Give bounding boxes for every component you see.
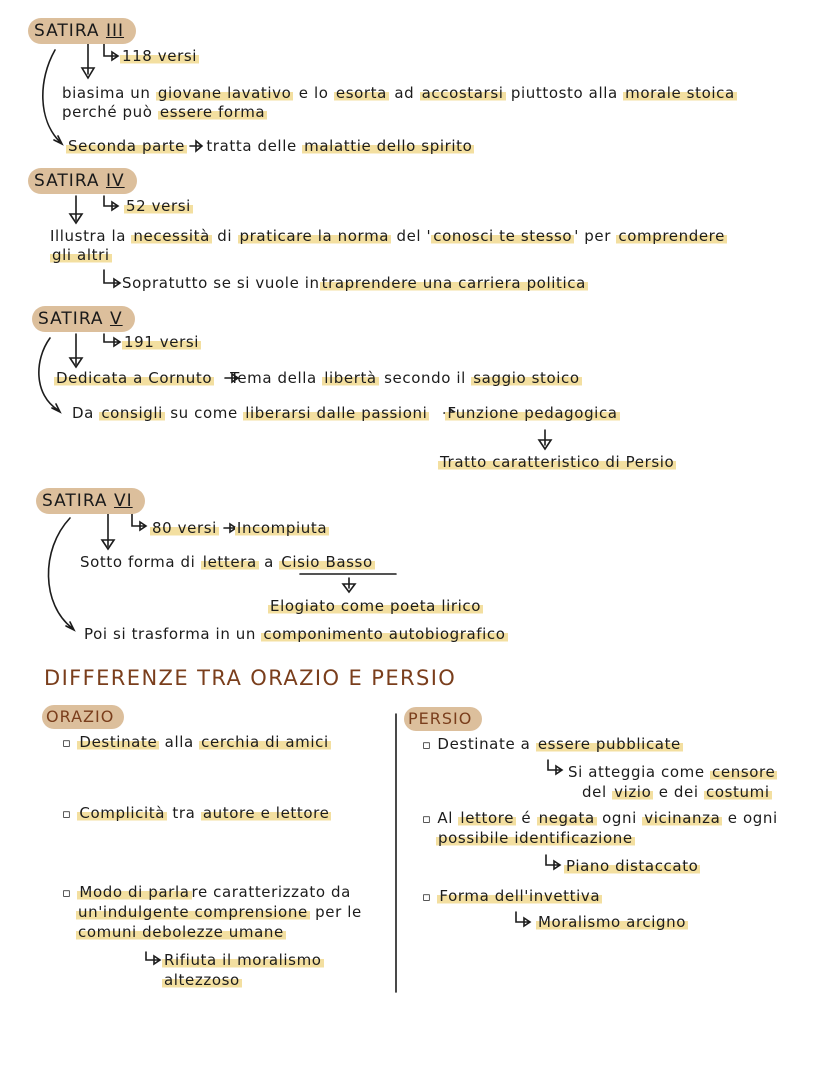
satira-label: SATIRA: [34, 21, 100, 41]
satira-6-poi: [84, 625, 508, 644]
satira-4-heading: [28, 168, 137, 194]
text-segment: cerchia di amici: [201, 733, 329, 751]
satira-3-versi: [120, 47, 199, 66]
satira-5-tratto: [438, 453, 676, 472]
text-segment: componimento autobiografico: [263, 625, 506, 643]
text-segment: Sotto forma di: [80, 553, 201, 571]
text-segment: giovane lavativo: [157, 84, 292, 102]
satira-5-versi: [122, 333, 201, 352]
text-segment: 52 versi: [126, 197, 191, 215]
text-segment: malattie dello spirito: [304, 137, 473, 155]
satira-5-consigli: [72, 404, 620, 423]
text-segment: Tema della: [230, 369, 323, 387]
versi-count: 118 versi: [122, 47, 198, 65]
satira-3-heading: [28, 18, 136, 44]
satira-4-desc-line2: [50, 246, 112, 265]
text-segment: vicinanza: [644, 809, 721, 827]
text-segment: altezzoso: [164, 971, 240, 989]
satira-label: SATIRA: [38, 309, 104, 329]
text-segment: Forma dell'invettiva: [439, 887, 601, 905]
orazio-point-2: [62, 804, 331, 824]
text-segment: Complicità: [79, 804, 166, 822]
text-segment: a: [258, 553, 280, 571]
text-segment: piuttosto alla: [505, 84, 624, 102]
satira-3-second-part: [66, 137, 474, 156]
text-segment: 80 versi: [152, 519, 217, 537]
text-segment: accostarsi: [421, 84, 504, 102]
orazio-heading: ORAZIO: [42, 705, 124, 729]
text-segment: alla: [159, 733, 200, 751]
text-segment: per le: [309, 903, 362, 921]
text-segment: negata: [538, 809, 595, 827]
text-segment: Seconda parte: [68, 137, 185, 155]
satira-roman: IV: [105, 171, 125, 191]
satira-6-elogiato: [268, 597, 483, 616]
text-segment: lettore: [460, 809, 515, 827]
text-segment: possibile identificazione: [438, 829, 633, 847]
text-segment: essere pubblicate: [537, 735, 681, 753]
text-segment: Sopratutto se si vuole in: [122, 274, 320, 292]
text-segment: Rifiuta il moralismo: [164, 951, 322, 969]
orazio-point-3: [62, 883, 351, 903]
persio-point-1-note-line2: [582, 783, 772, 802]
orazio-point-3-note-line1: [162, 951, 324, 970]
text-segment: consigli: [101, 404, 163, 422]
satira-4-note: [122, 274, 588, 293]
text-segment: re caratterizzato da: [191, 883, 351, 901]
text-segment: libertà: [324, 369, 377, 387]
text-segment: e lo: [293, 84, 334, 102]
text-segment: Cisio Basso: [281, 553, 373, 571]
text-segment: morale stoica: [625, 84, 735, 102]
text-segment: é: [516, 809, 537, 827]
orazio-point-1: [62, 733, 331, 753]
text-segment: ogni: [596, 809, 643, 827]
text-segment: lettera: [202, 553, 257, 571]
satira-6-heading: [36, 488, 145, 514]
satira-roman: III: [105, 21, 125, 41]
text-segment: Funzione pedagogica: [447, 404, 618, 422]
text-segment: Illustra la: [50, 227, 132, 245]
satira-4-desc-line1: [50, 227, 727, 246]
text-segment: Si atteggia come: [568, 763, 711, 781]
satira-6-sotto-forma: [80, 553, 375, 572]
text-segment: Al: [437, 809, 459, 827]
satira-roman: VI: [113, 491, 133, 511]
text-segment: liberarsi dalle passioni: [245, 404, 428, 422]
text-segment: Poi si trasforma in un: [84, 625, 262, 643]
text-segment: Modo di parla: [79, 883, 190, 901]
text-segment: esorta: [335, 84, 387, 102]
orazio-point-3-line2: [76, 903, 362, 922]
orazio-point-3-line3: [76, 923, 286, 942]
text-segment: traprendere una carriera politica: [321, 274, 586, 292]
text-segment: gli altri: [52, 246, 110, 264]
persio-point-3: [422, 887, 602, 907]
text-segment: un'indulgente comprensione: [78, 903, 308, 921]
persio-point-3-note: [536, 913, 688, 932]
text-segment: autore e lettore: [202, 804, 330, 822]
text-segment: 191 versi: [124, 333, 200, 351]
persio-point-2-note: [564, 857, 700, 876]
satira-3-desc-line2: [62, 103, 267, 122]
satira-3-desc-line1: [62, 84, 737, 103]
text-segment: Incompiuta: [236, 519, 328, 537]
text-segment: conosci te stesso: [433, 227, 573, 245]
persio-point-1-note-line1: [568, 763, 777, 782]
persio-heading: PERSIO: [404, 707, 482, 731]
text-segment: Moralismo arcigno: [538, 913, 687, 931]
satira-roman: V: [109, 309, 123, 329]
text-segment: Dedicata a Cornuto: [56, 369, 213, 387]
text-segment: e ogni: [722, 809, 778, 827]
text-segment: necessità: [133, 227, 210, 245]
text-segment: ad: [388, 84, 420, 102]
satira-label: SATIRA: [34, 171, 100, 191]
persio-point-1: [422, 735, 683, 755]
text-segment: di: [211, 227, 238, 245]
differences-title: DIFFERENZE TRA ORAZIO E PERSIO: [44, 666, 457, 690]
persio-point-2: [422, 809, 778, 829]
satira-4-versi: [124, 197, 193, 216]
text-segment: Piano distaccato: [566, 857, 699, 875]
text-segment: Destinate a: [437, 735, 536, 753]
text-segment: del: [582, 783, 613, 801]
satira-label: SATIRA: [42, 491, 108, 511]
text-segment: Destinate: [79, 733, 158, 751]
text-segment: perché può: [62, 103, 158, 121]
orazio-point-3-note-line2: [162, 971, 242, 990]
text-segment: tra: [167, 804, 201, 822]
text-segment: vizio: [614, 783, 652, 801]
satira-6-versi: [150, 519, 329, 538]
text-segment: Da: [72, 404, 100, 422]
text-segment: secondo il: [378, 369, 472, 387]
text-segment: costumi: [706, 783, 770, 801]
text-segment: e dei: [653, 783, 705, 801]
text-segment: Elogiato come poeta lirico: [270, 597, 482, 615]
text-segment: censore: [712, 763, 776, 781]
text-segment: tratta delle: [200, 137, 303, 155]
text-segment: saggio stoico: [473, 369, 580, 387]
text-segment: su come: [164, 404, 244, 422]
text-segment: comprendere: [618, 227, 725, 245]
text-segment: Tratto caratteristico di Persio: [440, 453, 675, 471]
text-segment: del ': [391, 227, 432, 245]
text-segment: biasima un: [62, 84, 156, 102]
satira-5-dedicata: [54, 369, 582, 388]
text-segment: essere forma: [159, 103, 266, 121]
text-segment: ' per: [574, 227, 617, 245]
satira-5-heading: [32, 306, 135, 332]
text-segment: comuni debolezze umane: [78, 923, 284, 941]
persio-point-2-line2: [436, 829, 635, 848]
text-segment: praticare la norma: [239, 227, 390, 245]
